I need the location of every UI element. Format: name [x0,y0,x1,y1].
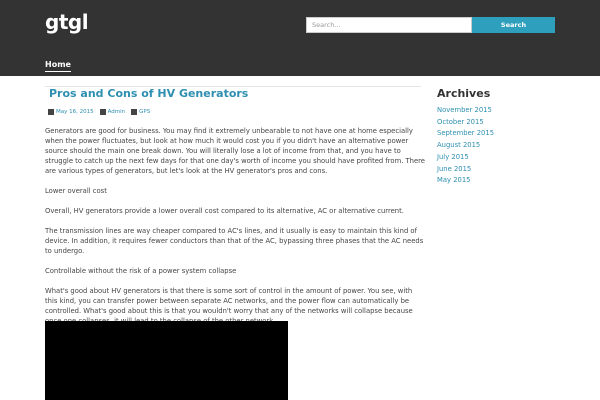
post-meta [48,109,150,115]
post-title[interactable]: Pros and Cons of HV Generators [49,87,249,100]
calendar-icon [48,109,54,115]
post-subheading: Controllable without the risk of a power system collapse [45,267,237,275]
post-date[interactable]: May 16, 2015 [56,109,94,115]
post-subheading: Lower overall cost [45,187,107,195]
post-author[interactable]: Admin [107,109,126,115]
main-area [0,76,600,400]
post-content [45,126,425,336]
post-paragraph: Overall, HV generators provide a lower overall cost compared to its alternative, AC or alternative current. [45,207,404,215]
archive-link[interactable]: November 2015 [437,106,492,114]
search-input[interactable] [306,17,472,33]
archive-link[interactable]: August 2015 [437,141,481,150]
category-icon [131,109,137,115]
post-paragraph: What's good about HV generators is that there is some sort of control in the amount of power. You see, with this kind, you can transfer power between separate AC networks, and the power flow can automatically be controlled. What's good about this is that you wouldn't worry that any of the networks will collapse because [45,287,413,315]
sidebar [437,87,597,187]
archive-link[interactable]: May 2015 [437,176,471,185]
site-title[interactable]: gtgl [45,10,89,34]
archive-link[interactable]: June 2015 [437,164,472,173]
post-paragraph: The transmission lines are way cheaper compared to AC's lines, and it usually is easy to maintain this kind of device. In addition, it requires fewer conductors than that of the AC, bypassing three phases that the AC needs to undergo. [45,227,424,255]
site-header [0,0,600,76]
archive-link[interactable]: October 2015 [437,117,484,126]
author-icon [100,109,106,115]
archives-title: Archives [437,87,491,100]
post-image [45,321,288,400]
archive-list [437,105,597,187]
archive-link[interactable]: September 2015 [437,129,495,138]
archive-link[interactable]: July 2015 [437,152,469,161]
post-category[interactable]: GPS [139,109,151,115]
post-paragraph: Generators are good for business. You may find it extremely unbearable to not have one at home especially when the power fluctuates, but look at how much it would cost you if you didn't have an alternative power source should the main one break down. You will literally lose a lot of income from that, and you have to struggle to catch up the next few days for that one day's worth of income you should have profited from. There are various types of generators, but let's look at the HV generator's pros and cons. [45,127,425,175]
search-button[interactable]: Search [472,17,555,33]
nav-home-link[interactable]: Home [45,60,71,72]
